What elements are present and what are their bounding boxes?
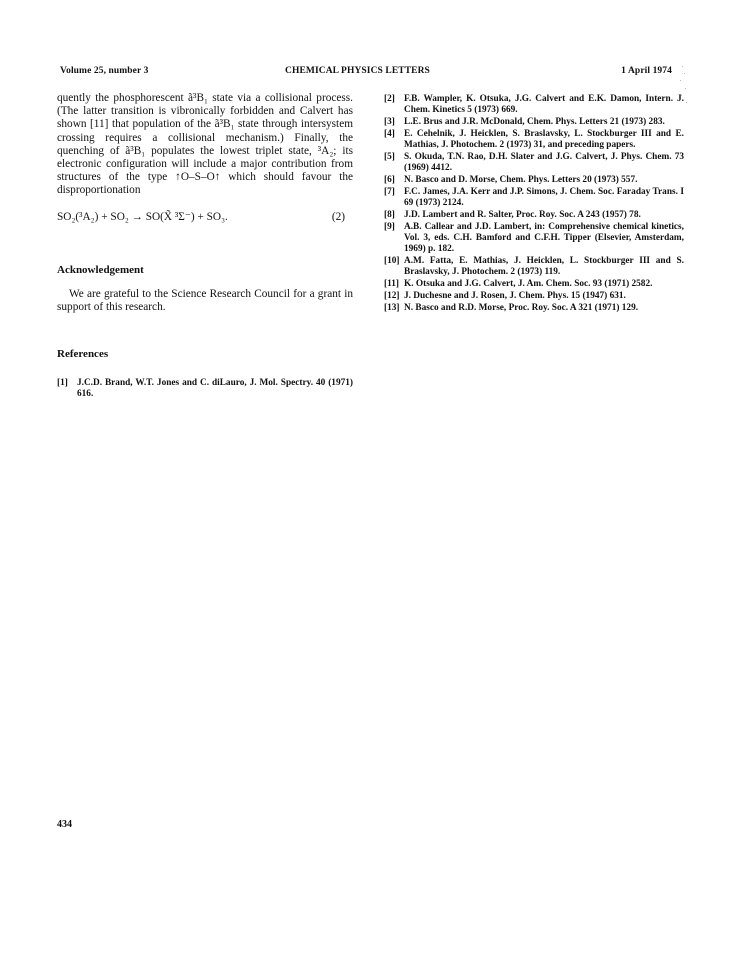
acknowledgement-heading: Acknowledgement xyxy=(57,263,144,276)
reference-text: F.C. James, J.A. Kerr and J.P. Simons, J. Chem. Soc. Faraday Trans. I 69 (1973) 2124. xyxy=(404,186,684,209)
reference-item xyxy=(57,378,353,401)
equation-2 xyxy=(57,210,353,226)
reference-item xyxy=(384,175,684,186)
reference-text: E. Cehelnik, J. Heicklen, S. Braslavsky, L. Stockburger III and E. Mathias, J. Photochem. 2 (1973) 31, and preceding papers. xyxy=(404,128,684,151)
reference-text: F.B. Wampler, K. Otsuka, J.G. Calvert and E.K. Damon, Intern. J. Chem. Kinetics 5 (1973) 669. xyxy=(404,94,684,116)
reference-number: [8] xyxy=(384,209,395,220)
reference-text: L.E. Brus and J.R. McDonald, Chem. Phys. Letters 21 (1973) 283. xyxy=(404,117,665,128)
reference-item xyxy=(384,256,684,279)
reference-item xyxy=(384,152,684,175)
body-paragraph: quently the phosphorescent ã³B₁ state via a collisional process. (The latter transition is vibronically forbidden and Calvert has shown [11] that population of the ã³B₁ state through intersystem crossing requires a collisional mechanism.) Finally, the quenching of ã³B₁ populates the lowest triplet state, ³A₂; its electronic configuration will include a major contribution from structures of the type ↑O–S–O↑ which should favour the disproportionation xyxy=(57,92,353,197)
reference-text: K. Otsuka and J.G. Calvert, J. Am. Chem. Soc. 93 (1971) 2582. xyxy=(404,279,653,290)
references-heading: References xyxy=(57,348,109,361)
reference-text: J. Duchesne and J. Rosen, J. Chem. Phys. 15 (1947) 631. xyxy=(404,291,626,302)
references-right-list xyxy=(384,94,684,315)
left-column xyxy=(57,92,353,401)
reference-number: [3] xyxy=(384,117,395,128)
reference-item xyxy=(384,129,684,152)
running-header xyxy=(60,66,672,80)
equation-text: SO₂(³A₂) + SO₂ → SO(X̃ ³Σ⁻) + SO₃. xyxy=(57,210,228,223)
reference-number: [4] xyxy=(384,128,395,139)
reference-item xyxy=(384,210,684,221)
reference-item xyxy=(384,303,684,314)
reference-item xyxy=(384,117,684,128)
reference-text: N. Basco and D. Morse, Chem. Phys. Letters 20 (1973) 557. xyxy=(404,175,638,186)
reference-text: J.D. Lambert and R. Salter, Proc. Roy. Soc. A 243 (1957) 78. xyxy=(404,209,641,220)
reference-number: [1] xyxy=(57,378,68,389)
reference-number: [13] xyxy=(384,302,400,313)
reference-item xyxy=(384,94,684,117)
reference-number: [6] xyxy=(384,175,395,186)
reference-number: [10] xyxy=(384,256,400,267)
reference-number: [12] xyxy=(384,291,400,302)
reference-item xyxy=(384,279,684,290)
equation-number: (2) xyxy=(331,210,345,223)
acknowledgement-text: We are grateful to the Science Research Council for a grant in support of this research. xyxy=(57,287,353,313)
page-number: 434 xyxy=(57,819,72,830)
reference-text: N. Basco and R.D. Morse, Proc. Roy. Soc. A 321 (1971) 129. xyxy=(404,302,639,313)
volume-label: Volume 25, number 3 xyxy=(60,66,149,76)
reference-number: [11] xyxy=(384,279,399,290)
issue-date: 1 April 1974 xyxy=(621,66,672,76)
reference-item xyxy=(384,291,684,302)
reference-number: [9] xyxy=(384,221,395,232)
reference-text: J.C.D. Brand, W.T. Jones and C. diLauro, J. Mol. Spectry. 40 (1971) 616. xyxy=(77,378,353,400)
reference-text: S. Okuda, T.N. Rao, D.H. Slater and J.G. Calvert, J. Phys. Chem. 73 (1969) 4412. xyxy=(404,151,684,174)
references-left-list xyxy=(57,378,353,401)
reference-text: A.M. Fatta, E. Mathias, J. Heicklen, L. Stockburger III and S. Braslavsky, J. Photochem. 2 (1973) 119. xyxy=(404,256,684,278)
reference-item xyxy=(384,222,684,256)
reference-number: [5] xyxy=(384,151,395,162)
reference-text: A.B. Callear and J.D. Lambert, in: Comprehensive chemical kinetics, Vol. 3, eds. C.H. Bamford and C.F.H. Tipper (Elsevier, Amsterdam, 1969) p. 182. xyxy=(404,221,684,255)
journal-title: CHEMICAL PHYSICS LETTERS xyxy=(285,66,430,76)
reference-number: [7] xyxy=(384,186,395,197)
reference-number: [2] xyxy=(384,94,395,104)
reference-item xyxy=(384,187,684,210)
